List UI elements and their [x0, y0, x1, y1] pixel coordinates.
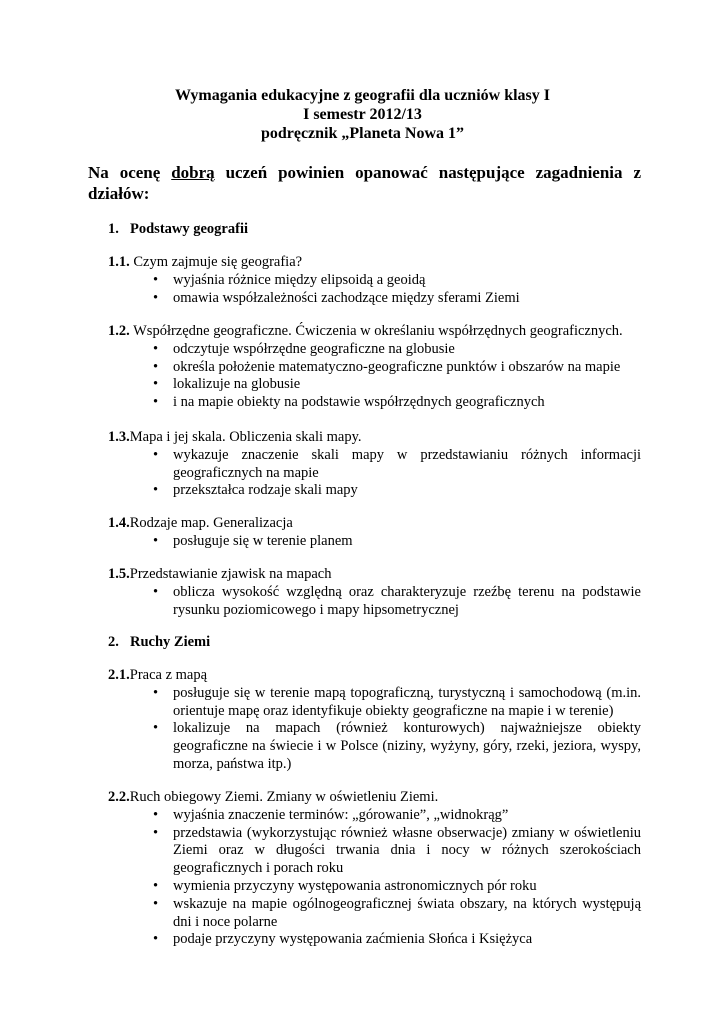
subsection-number: 1.1. — [108, 254, 130, 270]
list-item-text: posługuje się w terenie planem — [173, 532, 353, 549]
list-item-text: wymienia przyczyny występowania astronomicznych pór roku — [173, 877, 537, 894]
bullet-icon: • — [153, 583, 159, 600]
list-item — [108, 533, 641, 551]
subsection-title: Ruch obiegowy Ziemi. Zmiany w oświetleniu Ziemi. — [129, 789, 439, 805]
bullet-icon: • — [153, 720, 159, 737]
section-number: 1. — [108, 221, 119, 237]
subsection-title: Współrzędne geograficzne. Ćwiczenia w określaniu współrzędnych geograficznych. — [129, 323, 623, 339]
subsection-1-4 — [108, 515, 641, 551]
list-item — [108, 359, 641, 377]
bullet-icon: • — [153, 340, 159, 357]
subsection-1-2 — [108, 323, 641, 412]
list-item-text: podaje przyczyny występowania zaćmienia Słońca i Księżyca — [173, 931, 533, 948]
list-item — [108, 482, 641, 500]
bullet-list — [108, 584, 641, 620]
subsection-number: 1.5. — [108, 566, 130, 582]
subsection-number: 1.3. — [108, 429, 130, 445]
section-number: 2. — [108, 634, 119, 650]
intro-paragraph — [88, 162, 641, 204]
bullet-icon: • — [153, 394, 159, 411]
subsection-title: Praca z mapą — [129, 667, 208, 683]
list-item — [108, 447, 641, 483]
list-item — [108, 341, 641, 359]
subsection-2-2 — [108, 789, 641, 949]
bullet-icon: • — [153, 358, 159, 375]
bullet-icon: • — [153, 289, 159, 306]
list-item — [108, 272, 641, 290]
list-item-text: oblicza wysokość względną oraz charakteryzuje rzeźbę terenu na podstawie rysunku poziomicowego i mapy hipsometrycznej — [173, 583, 641, 618]
section-heading-2 — [108, 634, 641, 652]
list-item — [108, 584, 641, 620]
list-item — [108, 720, 641, 773]
subsection-1-5 — [108, 566, 641, 619]
subsection-title: Czym zajmuje się geografia? — [129, 254, 303, 270]
list-item-text: posługuje się w terenie mapą topograficzną, turystyczną i samochodową (m.in. orientuje mapę oraz identyfikuje obiekty geograficzne na mapie i w terenie) — [173, 684, 641, 719]
section-title: Podstawy geografii — [130, 221, 248, 237]
intro-grade: dobrą — [171, 163, 215, 182]
subsection-heading — [108, 323, 641, 341]
list-item — [108, 376, 641, 394]
list-item — [108, 685, 641, 721]
bullet-list — [108, 341, 641, 412]
subsection-title: Przedstawianie zjawisk na mapach — [129, 566, 332, 582]
subsection-1-3 — [108, 429, 641, 500]
title-line-1: Wymagania edukacyjne z geografii dla uczniów klasy I — [175, 87, 550, 104]
list-item-text: omawia współzależności zachodzące między sferami Ziemi — [173, 289, 520, 306]
subsection-heading — [108, 429, 641, 447]
subsection-title: Rodzaje map. Generalizacja — [129, 515, 293, 531]
subsection-number: 1.2. — [108, 323, 130, 339]
bullet-icon: • — [153, 532, 159, 549]
subsection-title: Mapa i jej skala. Obliczenia skali mapy. — [129, 429, 362, 445]
bullet-icon: • — [153, 806, 159, 823]
list-item — [108, 394, 641, 412]
bullet-icon: • — [153, 446, 159, 463]
list-item — [108, 878, 641, 896]
bullet-icon: • — [153, 877, 159, 894]
list-item — [108, 807, 641, 825]
list-item-text: określa położenie matematyczno-geograficzne punktów i obszarów na mapie — [173, 358, 621, 375]
list-item-text: wyjaśnia znaczenie terminów: „górowanie”, „widnokrąg” — [173, 806, 509, 823]
list-item — [108, 290, 641, 308]
list-item-text: wyjaśnia różnice między elipsoidą a geoidą — [173, 271, 426, 288]
bullet-list — [108, 272, 641, 308]
bullet-icon: • — [153, 684, 159, 701]
subsection-heading — [108, 515, 641, 533]
intro-after: uczeń powinien opanować następujące zagadnienia z działów: — [88, 163, 642, 203]
list-item-text: wskazuje na mapie ogólnogeograficznej świata obszary, na których występują dni i noce polarne — [173, 895, 641, 930]
bullet-list — [108, 685, 641, 774]
bullet-list — [108, 447, 641, 500]
subsection-number: 1.4. — [108, 515, 130, 531]
bullet-list — [108, 807, 641, 949]
subsection-heading — [108, 667, 641, 685]
subsection-heading — [108, 789, 641, 807]
list-item — [108, 931, 641, 949]
list-item-text: lokalizuje na mapach (również konturowych) najważniejsze obiekty geograficzne na świecie i w Polsce (niziny, wyżyny, góry, rzeki, jeziora, wyspy, morza, państwa itp.) — [173, 720, 641, 772]
bullet-list — [108, 533, 641, 551]
bullet-icon: • — [153, 931, 159, 948]
list-item-text: odczytuje współrzędne geograficzne na globusie — [173, 340, 455, 357]
list-item-text: i na mapie obiekty na podstawie współrzędnych geograficznych — [173, 394, 545, 411]
bullet-icon: • — [153, 271, 159, 288]
subsection-heading — [108, 254, 641, 272]
section-heading-1 — [108, 221, 641, 239]
list-item-text: wykazuje znaczenie skali mapy w przedstawianiu różnych informacji geograficznych na mapie — [173, 446, 641, 481]
bullet-icon: • — [153, 895, 159, 912]
list-item — [108, 825, 641, 878]
list-item — [108, 896, 641, 932]
title-line-2: I semestr 2012/13 — [303, 106, 422, 123]
list-item-text: lokalizuje na globusie — [173, 376, 301, 393]
subsection-2-1 — [108, 667, 641, 774]
intro-before: Na ocenę — [88, 163, 172, 182]
section-title: Ruchy Ziemi — [130, 634, 211, 650]
subsection-1-1 — [108, 254, 641, 307]
subsection-number: 2.1. — [108, 667, 130, 683]
bullet-icon: • — [153, 824, 159, 841]
list-item-text: przekształca rodzaje skali mapy — [173, 482, 358, 499]
title-line-3: podręcznik „Planeta Nowa 1” — [260, 125, 465, 142]
list-item-text: przedstawia (wykorzystując również własne obserwacje) zmiany w oświetleniu Ziemi oraz w długości trwania dnia i nocy w różnych szerokościach geograficznych i porach roku — [173, 824, 641, 877]
document-title — [0, 86, 725, 143]
bullet-icon: • — [153, 376, 159, 393]
bullet-icon: • — [153, 482, 159, 499]
subsection-heading — [108, 566, 641, 584]
subsection-number: 2.2. — [108, 789, 130, 805]
